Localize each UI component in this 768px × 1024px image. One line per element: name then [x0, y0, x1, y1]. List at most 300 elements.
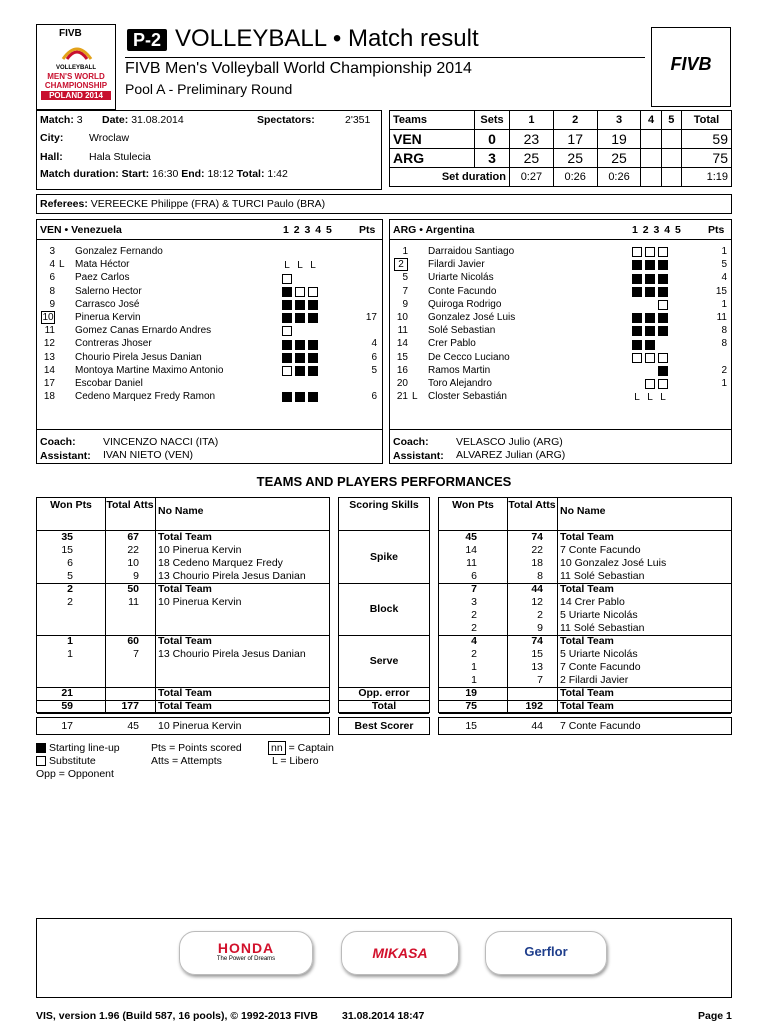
header-rule	[339, 530, 429, 531]
city-label: City:	[40, 132, 64, 144]
skill-label: Serve	[369, 655, 399, 667]
player-row	[390, 337, 731, 350]
won-pts-cell: 6	[471, 570, 477, 582]
legend-libero	[272, 755, 319, 768]
won-pts-cell: 75	[465, 700, 477, 712]
scoring-skills-header: Scoring Skills	[349, 499, 419, 511]
legend-pts: Pts = Points scored	[151, 742, 242, 754]
starter-square-icon	[308, 340, 318, 350]
captain-box-icon: nn	[268, 741, 286, 755]
honda-tagline: The Power of Dreams	[216, 956, 276, 962]
starter-square-icon	[645, 274, 655, 284]
end-label: End:	[181, 168, 205, 180]
player-row	[37, 271, 382, 284]
player-name-cell: 10 Gonzalez José Luis	[560, 557, 667, 569]
legend-starting	[36, 742, 120, 755]
total-atts-header: Total Atts	[106, 499, 154, 511]
player-points: 1	[721, 378, 727, 389]
player-row	[37, 351, 382, 364]
captain-number: 2	[394, 258, 408, 271]
no-name-header: No Name	[158, 505, 204, 517]
starter-square-icon	[308, 392, 318, 402]
player-number: 6	[49, 272, 55, 284]
teams-header: Teams	[390, 111, 475, 130]
player-points: 6	[371, 391, 377, 403]
performances-title: TEAMS AND PLAYERS PERFORMANCES	[256, 474, 512, 489]
substitute-square-icon	[295, 287, 305, 297]
starter-square-icon	[658, 326, 668, 336]
player-row	[37, 311, 382, 324]
won-pts-cell: 4	[471, 635, 477, 647]
player-number: 18	[43, 391, 55, 403]
player-number: 3	[49, 246, 55, 257]
player-name-cell: Total Team	[560, 583, 614, 595]
total-atts-cell: 74	[531, 531, 543, 543]
total-atts-header: Total Atts	[508, 499, 556, 511]
total-points: 59	[681, 130, 731, 149]
substitute-square-icon	[36, 756, 46, 766]
start-time: 16:30	[152, 168, 179, 180]
coach-label: Coach:	[40, 436, 76, 448]
duration-label: Match duration:	[40, 168, 119, 180]
player-points: 17	[365, 312, 377, 323]
best-total-atts: 44	[531, 720, 543, 732]
total-atts-cell: 13	[531, 661, 543, 673]
won-pts-header: Won Pts	[50, 499, 92, 511]
player-points: 5	[721, 259, 727, 271]
championship-logo-icon	[57, 39, 97, 61]
libero-icon: L	[634, 392, 640, 404]
match-date-row	[102, 114, 184, 127]
player-points: 4	[721, 272, 727, 284]
won-pts-cell: 2	[67, 596, 73, 608]
player-row	[390, 271, 731, 284]
match-duration-row	[40, 168, 288, 181]
divider	[390, 429, 731, 430]
team-title: ARG • Argentina	[393, 224, 475, 236]
set-participation	[632, 391, 671, 404]
player-name: De Cecco Luciano	[428, 351, 510, 363]
team-ven-box	[36, 219, 383, 464]
player-name: Uriarte Nicolás	[428, 272, 494, 284]
libero-marker: L	[59, 259, 65, 271]
set1-header: 1	[510, 111, 554, 130]
total-atts-cell: 7	[537, 674, 543, 686]
player-name-cell: 7 Conte Facundo	[560, 661, 641, 673]
honda-sponsor	[179, 931, 313, 975]
starter-square-icon	[632, 326, 642, 336]
mikasa-logo: MIKASA	[372, 945, 428, 961]
won-pts-cell: 6	[67, 557, 73, 569]
player-name-cell: 10 Pinerua Kervin	[158, 596, 242, 608]
section-rule	[339, 713, 429, 714]
player-row	[37, 285, 382, 298]
player-number: 1	[402, 246, 408, 257]
total-atts-cell: 8	[537, 570, 543, 582]
no-name-header: No Name	[560, 505, 606, 517]
substitute-square-icon	[632, 353, 642, 363]
player-name: Mata Héctor	[75, 259, 130, 271]
set2-header: 2	[553, 111, 597, 130]
player-name-cell: Total Team	[158, 687, 212, 699]
player-points: 4	[371, 338, 377, 350]
legend-text: = Libero	[280, 755, 319, 767]
best-won-pts: 15	[465, 720, 477, 732]
player-number: 11	[397, 325, 408, 337]
match-info-box	[36, 110, 382, 190]
won-pts-cell: 11	[466, 557, 477, 569]
score-table	[389, 110, 732, 187]
match-number-row	[40, 114, 83, 127]
starter-square-icon	[632, 274, 642, 284]
best-scorer-right	[438, 717, 732, 735]
libero-icon: L	[297, 260, 303, 272]
player-name: Carrasco José	[75, 298, 140, 310]
page-title: VOLLEYBALL • Match result	[175, 25, 479, 52]
starter-square-icon	[632, 340, 642, 350]
player-number: 21	[396, 391, 408, 403]
referees-value: VEREECKE Philippe (FRA) & TURCI Paulo (BRA)	[90, 198, 326, 210]
player-points: 2	[721, 364, 727, 376]
player-row	[390, 377, 731, 390]
total-atts-cell: 9	[133, 570, 139, 582]
player-number: 9	[49, 298, 55, 310]
date-label: Date:	[102, 114, 129, 126]
player-name-cell: 2 Filardi Javier	[560, 674, 629, 686]
player-name-cell: Total Team	[158, 635, 212, 647]
player-name: Pinerua Kervin	[75, 312, 141, 323]
player-number: 5	[402, 272, 408, 284]
player-name-cell: Total Team	[560, 531, 614, 543]
player-row	[390, 324, 731, 337]
libero-icon: L	[310, 260, 316, 272]
coach-name: VELASCO Julio (ARG)	[456, 436, 563, 448]
set-score: 25	[553, 149, 597, 168]
assistant-name: ALVAREZ Julian (ARG)	[456, 449, 566, 461]
total-atts-cell: 22	[531, 544, 543, 556]
total-label: Total:	[236, 168, 265, 180]
player-name: Gonzalez José Luis	[428, 312, 516, 323]
starter-square-icon	[658, 313, 668, 323]
assistant-row	[393, 450, 444, 463]
substitute-square-icon	[282, 326, 292, 336]
match-number: 3	[76, 114, 83, 126]
starter-square-icon	[282, 287, 292, 297]
substitute-square-icon	[308, 287, 318, 297]
set-duration: 0:27	[510, 168, 554, 187]
player-number: 4	[49, 259, 55, 271]
won-pts-cell: 2	[471, 609, 477, 621]
player-number: 16	[396, 364, 408, 376]
starter-square-icon	[632, 260, 642, 270]
player-points: 6	[371, 351, 377, 363]
player-row	[37, 324, 382, 337]
competition-subtitle: FIVB Men's Volleyball World Championship 2014	[125, 60, 472, 77]
pts-header: Pts	[359, 224, 376, 236]
set-duration	[661, 168, 681, 187]
best-won-pts: 17	[61, 720, 73, 732]
won-pts-cell: 2	[471, 622, 477, 634]
substitute-square-icon	[645, 353, 655, 363]
score-row-ven	[390, 130, 732, 149]
starter-square-icon	[295, 313, 305, 323]
skill-label: Spike	[369, 551, 398, 563]
player-points: 11	[716, 312, 727, 323]
player-row	[37, 364, 382, 377]
player-name: Gomez Canas Ernardo Andres	[75, 325, 212, 337]
hall-label: Hall:	[40, 151, 63, 163]
total-atts-cell: 44	[531, 583, 543, 595]
best-scorer-left	[36, 717, 330, 735]
starter-square-icon	[282, 392, 292, 402]
gerflor-sponsor	[485, 931, 607, 975]
libero-icon: $\overline{L}$	[272, 755, 278, 767]
legend-text: = Captain	[288, 742, 334, 754]
won-pts-cell: 5	[67, 570, 73, 582]
gerflor-logo: Gerflor	[524, 944, 568, 959]
total-atts-cell: 10	[127, 557, 139, 569]
won-pts-cell: 59	[61, 700, 73, 712]
logo-line-poland: POLAND 2014	[41, 91, 111, 100]
player-name: Quiroga Rodrigo	[428, 298, 502, 310]
player-name: Toro Alejandro	[428, 378, 492, 389]
coach-row	[393, 436, 429, 449]
score-row-arg	[390, 149, 732, 168]
set-score	[641, 130, 661, 149]
legend-opp: Opp = Opponent	[36, 768, 114, 780]
starter-square-icon	[36, 743, 46, 753]
total-atts-cell: 11	[128, 596, 139, 608]
best-scorer-name: 10 Pinerua Kervin	[158, 720, 242, 732]
total-atts-cell: 192	[525, 700, 543, 712]
won-pts-header: Won Pts	[452, 499, 494, 511]
player-number: 20	[396, 378, 408, 389]
starter-square-icon	[645, 313, 655, 323]
set3-header: 3	[597, 111, 641, 130]
sponsors-box	[36, 918, 732, 998]
player-name: Crer Pablo	[428, 338, 476, 350]
total-atts-cell: 2	[537, 609, 543, 621]
starter-square-icon	[658, 260, 668, 270]
libero-icon: L	[660, 392, 666, 404]
honda-logo: HONDA	[217, 940, 275, 956]
player-row	[37, 337, 382, 350]
assistant-label: Assistant:	[40, 450, 91, 462]
won-pts-cell: 35	[61, 531, 73, 543]
substitute-square-icon	[658, 353, 668, 363]
fivb-logo-right: FIVB	[670, 54, 712, 74]
won-pts-cell: 1	[67, 648, 73, 660]
city-value: Wroclaw	[89, 132, 130, 144]
logo-line-volleyball: VOLLEYBALL	[56, 65, 96, 71]
player-name: Ramos Martin	[428, 364, 491, 376]
total-atts-cell: 67	[127, 531, 139, 543]
title-rule	[125, 57, 645, 58]
set-duration: 0:26	[553, 168, 597, 187]
won-pts-cell: 1	[67, 635, 73, 647]
player-row	[390, 311, 731, 324]
won-pts-cell: 15	[61, 544, 73, 556]
player-name-cell: Total Team	[158, 583, 212, 595]
player-name: Contreras Jhoser	[75, 338, 152, 350]
section-rule	[339, 635, 429, 636]
start-label: Start:	[121, 168, 150, 180]
player-name: Montoya Martine Maximo Antonio	[75, 364, 224, 376]
starter-square-icon	[658, 274, 668, 284]
player-name-cell: 10 Pinerua Kervin	[158, 544, 242, 556]
starter-square-icon	[308, 353, 318, 363]
player-row	[37, 390, 382, 403]
sets-won: 3	[475, 149, 510, 168]
substitute-square-icon	[645, 379, 655, 389]
substitute-square-icon	[658, 247, 668, 257]
player-points: 5	[371, 364, 377, 376]
player-name: Darraidou Santiago	[428, 246, 515, 257]
set-score	[661, 149, 681, 168]
won-pts-cell: 3	[471, 596, 477, 608]
starter-square-icon	[308, 300, 318, 310]
substitute-square-icon	[632, 247, 642, 257]
set-score: 23	[510, 130, 554, 149]
fivb-logo-box	[651, 27, 731, 107]
starter-square-icon	[658, 366, 668, 376]
performances-right-table	[438, 497, 732, 713]
legend-substitute	[36, 755, 96, 768]
total-duration: 1:42	[267, 168, 288, 180]
player-name-cell: 11 Solé Sebastian	[560, 622, 645, 634]
player-row	[390, 258, 731, 271]
won-pts-cell: 2	[471, 648, 477, 660]
total-header: Total	[681, 111, 731, 130]
team-code: VEN	[390, 130, 475, 149]
spectators-label: Spectators:	[257, 114, 315, 126]
set-duration-row	[390, 168, 732, 187]
player-row	[37, 377, 382, 390]
won-pts-cell: 1	[471, 674, 477, 686]
player-points: 8	[721, 338, 727, 350]
won-pts-cell: 2	[67, 583, 73, 595]
section-rule	[439, 713, 731, 714]
team-arg-box	[389, 219, 732, 464]
pts-header: Pts	[708, 224, 725, 236]
set4-header: 4	[641, 111, 661, 130]
player-points: 15	[715, 285, 727, 297]
player-number: 14	[43, 364, 55, 376]
starter-square-icon	[645, 287, 655, 297]
best-total-atts: 45	[127, 720, 139, 732]
player-row	[390, 364, 731, 377]
player-name: Escobar Daniel	[75, 378, 143, 389]
player-number: 11	[44, 325, 55, 337]
starter-square-icon	[295, 392, 305, 402]
player-number: 10	[396, 312, 408, 323]
player-name: Closter Sebastián	[428, 391, 507, 403]
legend-text: Starting line-up	[49, 742, 120, 754]
player-row	[390, 351, 731, 364]
skill-label: Total	[371, 700, 397, 712]
logo-line-championship: CHAMPIONSHIP	[44, 81, 108, 90]
player-name-cell: 18 Cedeno Marquez Fredy	[158, 557, 283, 569]
round-label: Pool A - Preliminary Round	[125, 81, 293, 97]
player-name-cell: 13 Chourio Pirela Jesus Danian	[158, 570, 306, 582]
coach-label: Coach:	[393, 436, 429, 448]
team-code: ARG	[390, 149, 475, 168]
starter-square-icon	[645, 260, 655, 270]
libero-icon: L	[647, 392, 653, 404]
spectators-value: 2'351	[345, 114, 371, 126]
set-score: 17	[553, 130, 597, 149]
player-number: 12	[43, 338, 55, 350]
player-number: 15	[396, 351, 408, 363]
best-scorer-label: Best Scorer	[354, 720, 414, 732]
substitute-square-icon	[282, 274, 292, 284]
player-number: 8	[49, 285, 55, 297]
section-rule	[37, 713, 329, 714]
won-pts-cell: 21	[61, 687, 73, 699]
set-score: 25	[510, 149, 554, 168]
total-atts-cell: 22	[127, 544, 139, 556]
substitute-square-icon	[658, 300, 668, 310]
set-duration-label: Set duration	[390, 168, 510, 187]
set-score: 25	[597, 149, 641, 168]
total-atts-cell: 7	[133, 648, 139, 660]
won-pts-cell: 7	[471, 583, 477, 595]
total-duration: 1:19	[681, 168, 731, 187]
footer-version: VIS, version 1.96 (Build 587, 16 pools), © 1992-2013 FIVB	[36, 1010, 319, 1022]
set-score: 19	[597, 130, 641, 149]
divider	[37, 239, 382, 240]
player-number: 7	[402, 285, 408, 297]
player-name: Cedeno Marquez Fredy Ramon	[75, 391, 216, 403]
referees-label: Referees:	[40, 198, 88, 210]
starter-square-icon	[282, 340, 292, 350]
referees-box	[36, 194, 732, 214]
set-duration	[641, 168, 661, 187]
player-name: Conte Facundo	[428, 285, 497, 297]
player-number: 14	[396, 338, 408, 350]
player-name-cell: 7 Conte Facundo	[560, 544, 641, 556]
event-logo-box	[36, 24, 116, 110]
player-name: Chourio Pirela Jesus Danian	[75, 351, 202, 363]
libero-marker: L	[412, 391, 418, 403]
footer-page: Page 1	[698, 1010, 732, 1022]
player-number: 9	[402, 298, 408, 310]
substitute-square-icon	[645, 247, 655, 257]
referees-row	[40, 198, 325, 211]
set-participation	[282, 391, 321, 404]
player-name: Gonzalez Fernando	[75, 246, 163, 257]
player-name-cell: Total Team	[560, 635, 614, 647]
document-code-badge: P-2	[127, 29, 167, 51]
player-name-cell: 13 Chourio Pirela Jesus Danian	[158, 648, 306, 660]
sets-header: 1 2 3 4 5	[283, 224, 332, 236]
section-rule	[339, 583, 429, 584]
player-row	[37, 245, 382, 258]
scoring-skills-column	[338, 497, 430, 713]
player-row	[37, 258, 382, 271]
total-atts-cell: 50	[127, 583, 139, 595]
total-atts-cell: 60	[127, 635, 139, 647]
won-pts-cell: 1	[471, 661, 477, 673]
set-duration: 0:26	[597, 168, 641, 187]
total-points: 75	[681, 149, 731, 168]
player-points: 1	[721, 298, 727, 310]
total-atts-cell: 9	[537, 622, 543, 634]
player-name-cell: 14 Crer Pablo	[560, 596, 625, 608]
player-name-cell: 5 Uriarte Nicolás	[560, 648, 638, 660]
player-number: 17	[43, 378, 55, 389]
player-row	[390, 298, 731, 311]
